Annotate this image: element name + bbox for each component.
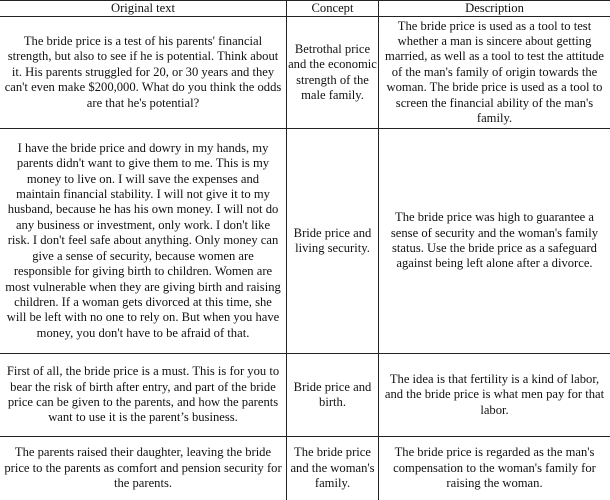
row-3-concept: Bride price and birth. <box>293 379 372 409</box>
row-2-concept: Bride price and living security. <box>293 225 372 255</box>
row-1-description: The bride price is used as a tool to test whether a man is sincere about getting married, as well as a tool to test the attitude of the man's family of origin towards the woman. The bride price is used as a tool to screen the financial ability of the man's family. <box>385 18 604 126</box>
row-2-description: The bride price was high to guarantee a sense of security and the woman's family status. Use the bride price as a safeguard against being left alone after a divorce. <box>390 210 599 271</box>
row-3-original-text: First of all, the bride price is a must. This is for you to bear the risk of birth after entry, and part of the bride price can be given to the parents, and how the parents want to use it is the parent’s business. <box>6 364 280 425</box>
row-3-description: The idea is that fertility is a kind of labor, and the bride price is what men pay for that labor. <box>384 371 605 417</box>
header-description: Description <box>465 0 524 15</box>
row-4-concept: The bride price and the woman's family. <box>290 445 375 491</box>
header-original-text: Original text <box>110 0 175 15</box>
row-4-description: The bride price is regarded as the man's compensation to the woman's family for raising the woman. <box>393 445 596 491</box>
row-2-original-text: I have the bride price and dowry in my hands, my parents didn't want to give them to me. This is my money to live on. I will save the expenses and maintain financial stability. I will not give it to my husband, because he has his own money. I will not do any business or investment, only work. I don't like risk. I don't feel safe about anything. Only money can give a sense of security, because women are responsible for giving birth to children. Women are most vulnerable when they are giving birth and raising children. If a woman gets divorced at this time, she will be left with no one to rely on. But when you have money, you don't have to be afraid of that. <box>5 140 281 340</box>
row-1-concept: Betrothal price and the economic strength of the male family. <box>288 41 377 102</box>
row-4-original-text: The parents raised their daughter, leaving the bride price to the parents as comfort and pension security for the parents. <box>4 445 282 491</box>
header-concept: Concept <box>311 0 354 15</box>
row-1-original-text: The bride price is a test of his parents' financial strength, but also to see if he is potential. Think about it. His parents struggled for 20, or 30 years and they can't even make $200,000. What do you think the odds are that he's potential? <box>4 33 282 110</box>
